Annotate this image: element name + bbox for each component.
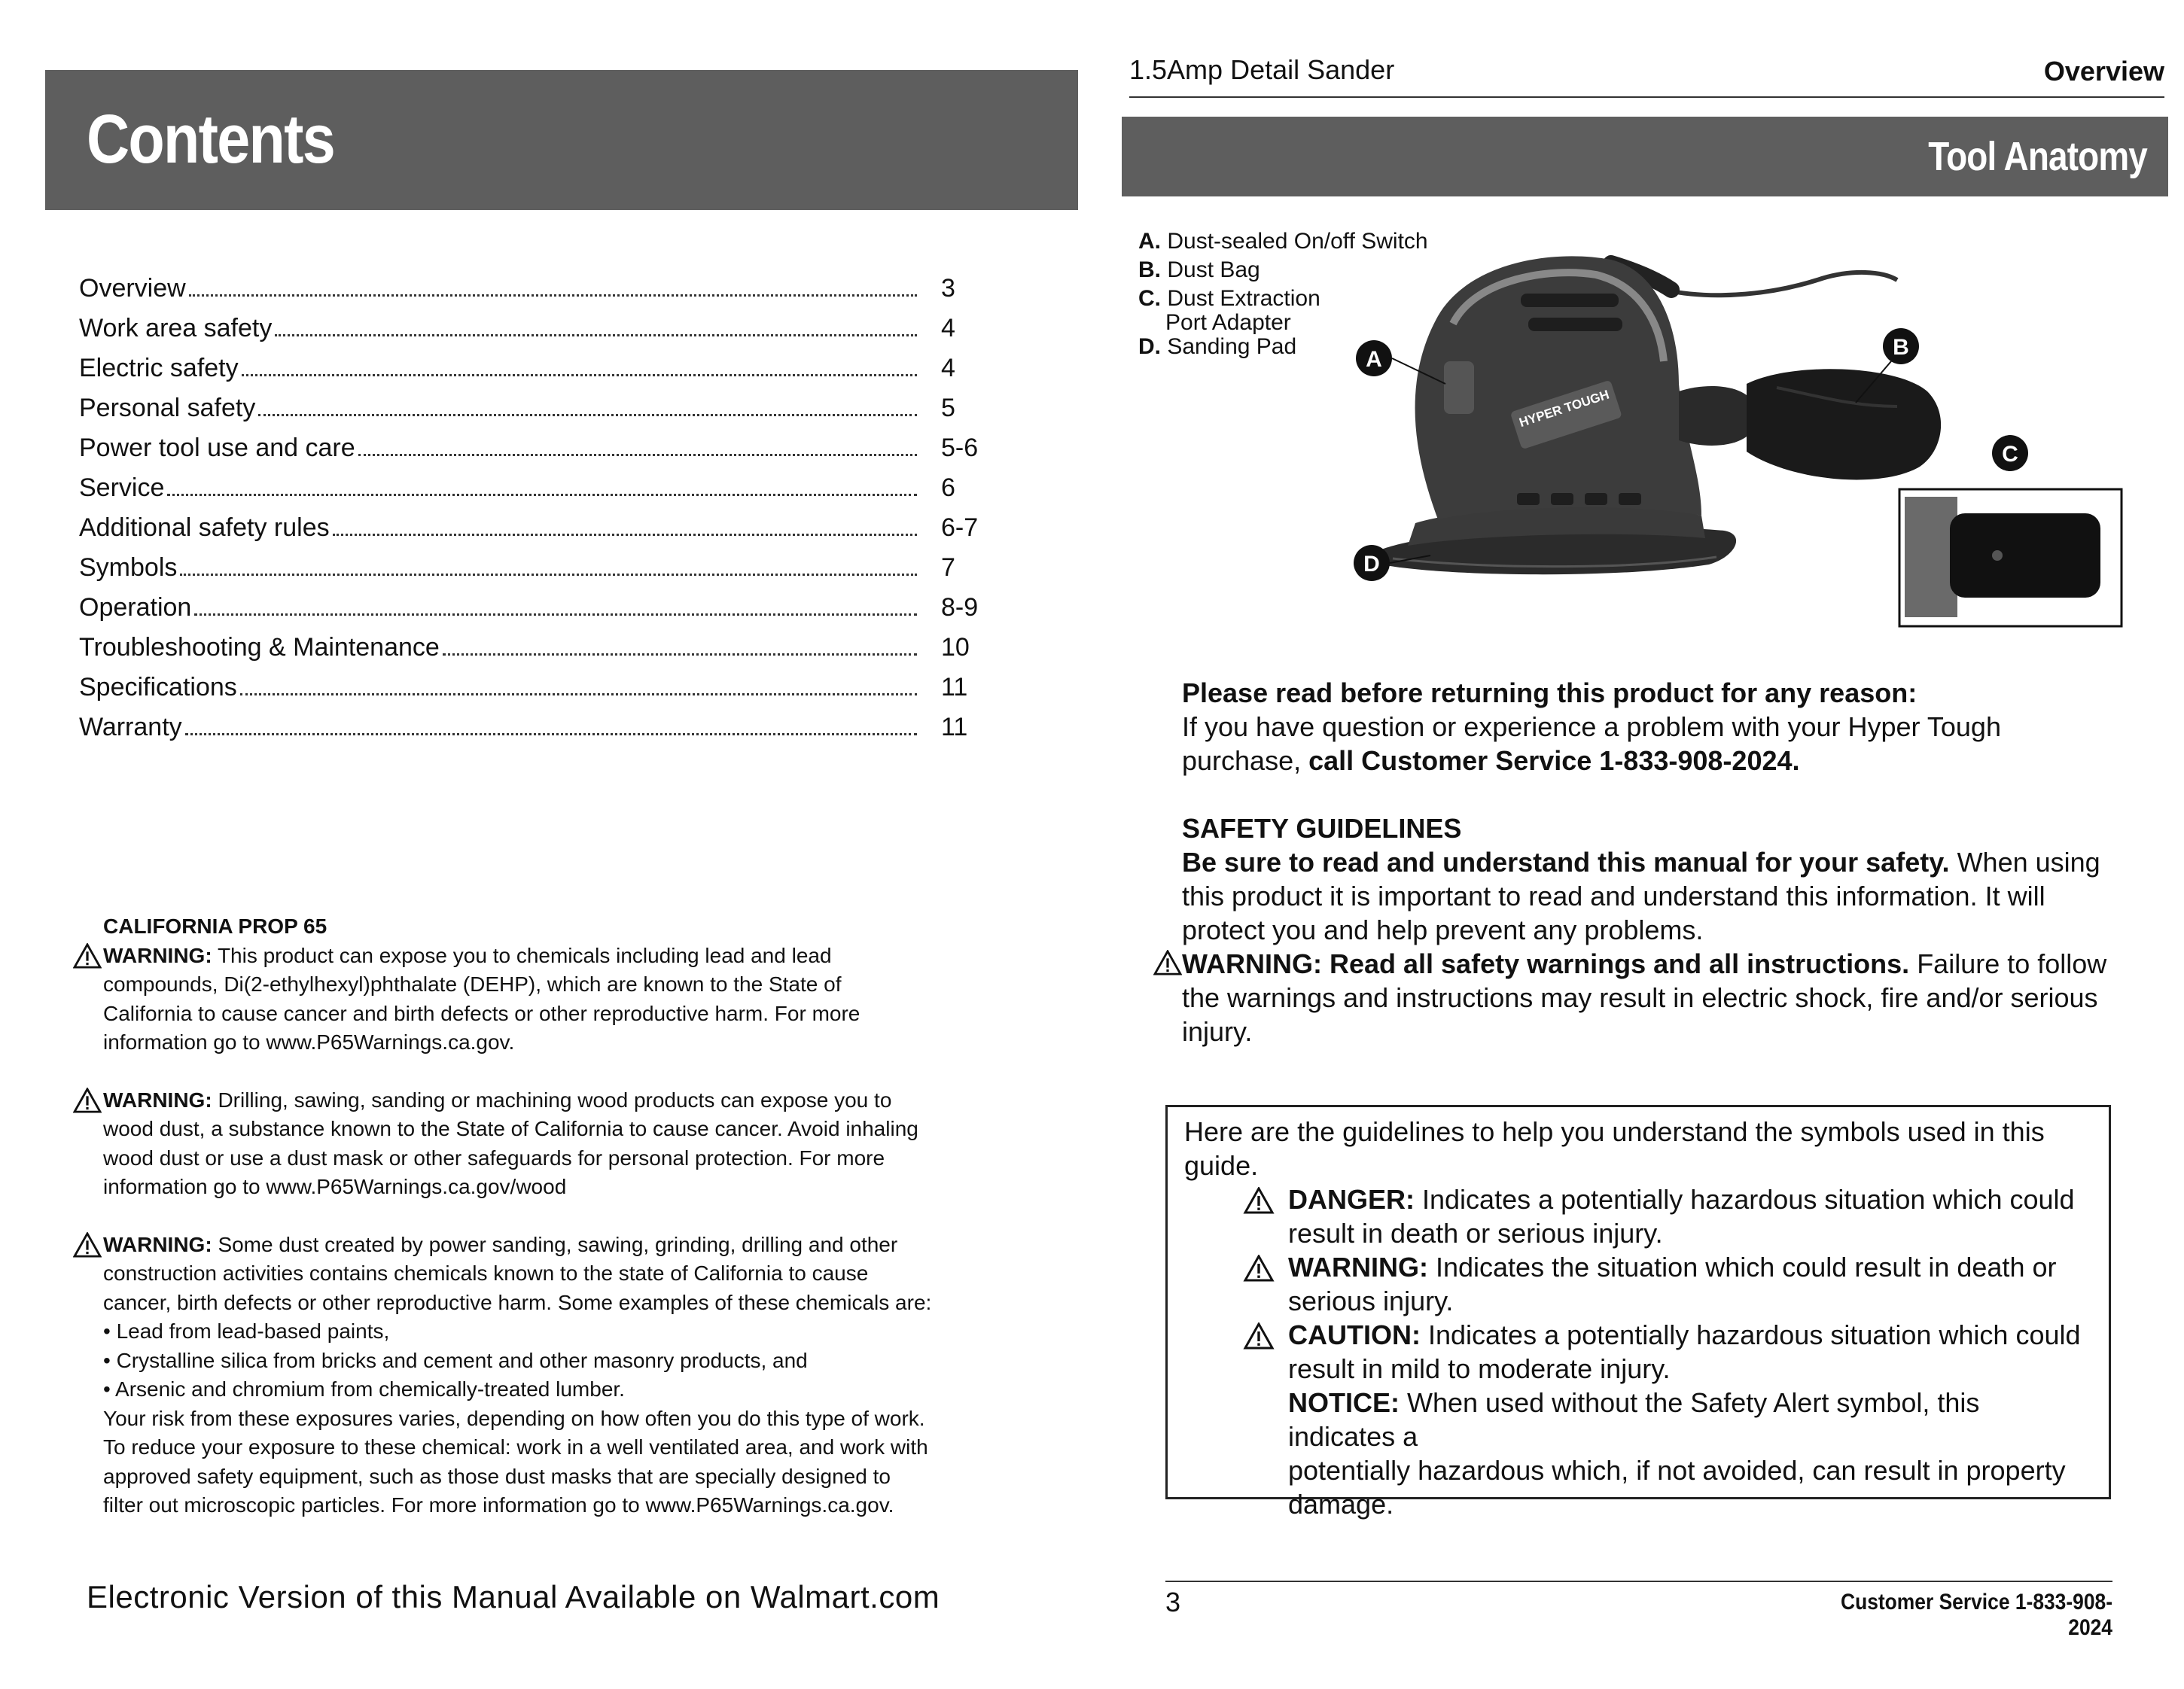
svg-text:D: D xyxy=(1363,552,1380,577)
power-cord xyxy=(1664,272,1897,295)
toc-label: Warranty xyxy=(79,713,182,741)
warning-line: wood dust or use a dust mask or other safeguards for personal protection. For more xyxy=(103,1146,885,1170)
warning-icon xyxy=(1243,1322,1275,1350)
warning-line: wood dust, a substance known to the State of California to cause cancer. Avoid inhaling xyxy=(103,1117,918,1140)
symbols-intro-line1: Here are the guidelines to help you understand the symbols used in this xyxy=(1184,1116,2045,1147)
svg-text:A: A xyxy=(1366,347,1382,372)
safety-line2: this product it is important to read and understand this information. It will xyxy=(1182,881,2045,911)
warning-line: • Crystalline silica from bricks and cement and other masonry products, and xyxy=(103,1348,808,1372)
dust-bag xyxy=(1747,369,1941,479)
warning-line: To reduce your exposure to these chemical: work in a well ventilated area, and work with xyxy=(103,1435,928,1459)
toc-page-number: 6 xyxy=(941,473,955,502)
warning-line: WARNING: Some dust created by power sanding, sawing, grinding, drilling and other xyxy=(103,1232,898,1256)
detail-sander-illustration xyxy=(1325,233,2131,647)
toc-label: Overview xyxy=(79,274,186,303)
svg-text:B: B xyxy=(1893,335,1909,360)
toc-leader-dots xyxy=(167,494,917,496)
toc-page-number: 5 xyxy=(941,394,955,422)
toc-page-number: 4 xyxy=(941,354,955,382)
part-c: C. Dust Extraction xyxy=(1138,286,1320,311)
prop65-section xyxy=(73,912,1007,1520)
svg-text:HYPER TOUGH: HYPER TOUGH xyxy=(1517,387,1611,431)
part-d: D. Sanding Pad xyxy=(1138,334,1297,359)
toc-leader-dots xyxy=(189,294,917,297)
symbol-definition: CAUTION: Indicates a potentially hazardous situation which could result in mild to moderate injury. xyxy=(1184,1318,2094,1386)
part-b: B. Dust Bag xyxy=(1138,257,1260,282)
warning-line: WARNING: This product can expose you to chemicals including lead and lead xyxy=(103,943,832,967)
warning-line: approved safety equipment, such as those dust masks that are specially designed to xyxy=(103,1464,891,1488)
toc-page-number: 5-6 xyxy=(941,434,979,462)
table-of-contents xyxy=(79,274,994,753)
toc-entry[interactable] xyxy=(79,593,994,633)
warning-line: information go to www.P65Warnings.ca.gov/wood xyxy=(103,1175,567,1198)
on-off-switch xyxy=(1444,361,1474,414)
callout-c xyxy=(1992,435,2028,471)
callout-d xyxy=(1354,545,1390,581)
header-rule xyxy=(1129,96,2164,98)
toc-entry[interactable] xyxy=(79,633,994,673)
toc-label: Specifications xyxy=(79,673,237,701)
warning-icon xyxy=(73,1232,102,1258)
symbols-intro-line2: guide. xyxy=(1184,1150,1259,1181)
safety-guidelines-heading: SAFETY GUIDELINES xyxy=(1182,813,1462,844)
contents-title: Contents xyxy=(87,101,335,178)
toc-label: Symbols xyxy=(79,553,178,582)
toc-label: Service xyxy=(79,473,165,502)
toc-entry[interactable] xyxy=(79,314,994,354)
warning-icon xyxy=(1153,950,1182,975)
toc-leader-dots xyxy=(194,613,917,616)
toc-entry[interactable] xyxy=(79,434,994,473)
toc-page-number: 7 xyxy=(941,553,955,582)
tool-anatomy-bar xyxy=(1122,117,2168,196)
toc-label: Power tool use and care xyxy=(79,434,355,462)
prop65-warning xyxy=(73,942,1007,1058)
toc-leader-dots xyxy=(240,693,917,695)
warning-line: construction activities contains chemicals known to the state of California to cause xyxy=(103,1261,869,1285)
return-notice-line1: If you have question or experience a problem with your Hyper Tough xyxy=(1182,711,2001,742)
safety-line1: Be sure to read and understand this manual for your safety. When using xyxy=(1182,847,2100,878)
read-warning-line: WARNING: Read all safety warnings and all instructions. Failure to follow xyxy=(1182,947,2108,981)
toc-entry[interactable] xyxy=(79,513,994,553)
toc-leader-dots xyxy=(242,374,917,376)
warning-icon xyxy=(1243,1187,1275,1214)
warning-line: cancer, birth defects or other reproductive harm. Some examples of these chemicals are: xyxy=(103,1290,932,1314)
warning-line: • Lead from lead-based paints, xyxy=(103,1319,390,1343)
toc-leader-dots xyxy=(358,454,917,456)
port-adapter-inset xyxy=(1899,489,2122,626)
prop65-warning xyxy=(73,1086,1007,1202)
return-notice-heading: Please read before returning this product for any reason: xyxy=(1182,677,1917,708)
tool-anatomy-title: Tool Anatomy xyxy=(1928,134,2147,179)
warning-line: information go to www.P65Warnings.ca.gov. xyxy=(103,1030,515,1054)
toc-leader-dots xyxy=(180,574,917,576)
symbol-definition: NOTICE: When used without the Safety Alert symbol, this indicates a potentially hazardous which, if not avoided, can result in property damage. xyxy=(1288,1387,2066,1520)
warning-line: WARNING: Drilling, sawing, sanding or machining wood products can expose you to xyxy=(103,1088,892,1112)
toc-entry[interactable] xyxy=(79,354,994,394)
toc-label: Electric safety xyxy=(79,354,239,382)
warning-icon xyxy=(1243,1255,1275,1282)
return-notice-line2: purchase, call Customer Service 1-833-908-2024. xyxy=(1182,745,1800,776)
toc-page-number: 3 xyxy=(941,274,955,303)
toc-entry[interactable] xyxy=(79,673,994,713)
warning-line: filter out microscopic particles. For more information go to www.P65Warnings.ca.gov. xyxy=(103,1493,894,1517)
warning-icon xyxy=(73,1088,102,1113)
toc-page-number: 6-7 xyxy=(941,513,979,542)
warning-line: compounds, Di(2-ethylhexyl)phthalate (DEHP), which are known to the State of xyxy=(103,972,842,996)
callout-b xyxy=(1883,328,1919,364)
left-footer: Electronic Version of this Manual Available on Walmart.com xyxy=(87,1579,940,1614)
customer-service-footer: Customer Service 1-833-908-2024 xyxy=(1841,1590,2112,1640)
toc-leader-dots xyxy=(258,414,917,416)
safety-line3: protect you and help prevent any problems. xyxy=(1182,914,1704,945)
toc-label: Personal safety xyxy=(79,394,256,422)
contents-header-bar xyxy=(45,70,1078,210)
toc-leader-dots xyxy=(185,733,917,735)
symbol-definition: DANGER: Indicates a potentially hazardous situation which could result in death or serious injury. xyxy=(1184,1182,2094,1250)
page-number: 3 xyxy=(1165,1587,1181,1617)
toc-page-number: 4 xyxy=(941,314,955,342)
svg-text:C: C xyxy=(2002,442,2018,467)
toc-entry[interactable] xyxy=(79,713,994,753)
read-warning-line2: the warnings and instructions may result in electric shock, fire and/or serious xyxy=(1182,982,2098,1013)
warning-line: Your risk from these exposures varies, depending on how often you do this type of work. xyxy=(103,1406,925,1430)
warning-icon xyxy=(73,943,102,969)
right-body-text xyxy=(1182,676,2108,1048)
toc-page-number: 11 xyxy=(941,713,968,741)
toc-label: Additional safety rules xyxy=(79,513,330,542)
header-section: Overview xyxy=(2043,56,2164,87)
toc-entry[interactable] xyxy=(79,394,994,434)
symbols-guide-box xyxy=(1165,1105,2111,1520)
toc-entry[interactable] xyxy=(79,274,994,314)
toc-entry[interactable] xyxy=(79,553,994,593)
toc-leader-dots xyxy=(443,653,917,656)
toc-page-number: 8-9 xyxy=(941,593,979,622)
toc-label: Work area safety xyxy=(79,314,273,342)
symbol-definition: WARNING: Indicates the situation which could result in death or serious injury. xyxy=(1184,1250,2094,1318)
warning-line: • Arsenic and chromium from chemically-treated lumber. xyxy=(103,1377,625,1401)
read-warning-line3: injury. xyxy=(1182,1016,1253,1047)
toc-entry[interactable] xyxy=(79,473,994,513)
toc-leader-dots xyxy=(333,534,917,536)
toc-page-number: 11 xyxy=(941,673,968,701)
prop65-warning xyxy=(73,1231,1007,1520)
warning-line: California to cause cancer and birth defects or other reproductive harm. For more xyxy=(103,1001,861,1025)
footer-rule xyxy=(1165,1581,2112,1582)
part-a: A. Dust-sealed On/off Switch xyxy=(1138,229,1428,254)
prop65-heading: CALIFORNIA PROP 65 xyxy=(103,914,327,938)
part-c-cont: Port Adapter xyxy=(1165,310,1291,335)
callout-a xyxy=(1356,340,1392,376)
toc-label: Operation xyxy=(79,593,192,622)
header-product-name: 1.5Amp Detail Sander xyxy=(1129,54,1395,85)
toc-label: Troubleshooting & Maintenance xyxy=(79,633,440,662)
toc-leader-dots xyxy=(275,334,917,336)
toc-page-number: 10 xyxy=(941,633,970,662)
